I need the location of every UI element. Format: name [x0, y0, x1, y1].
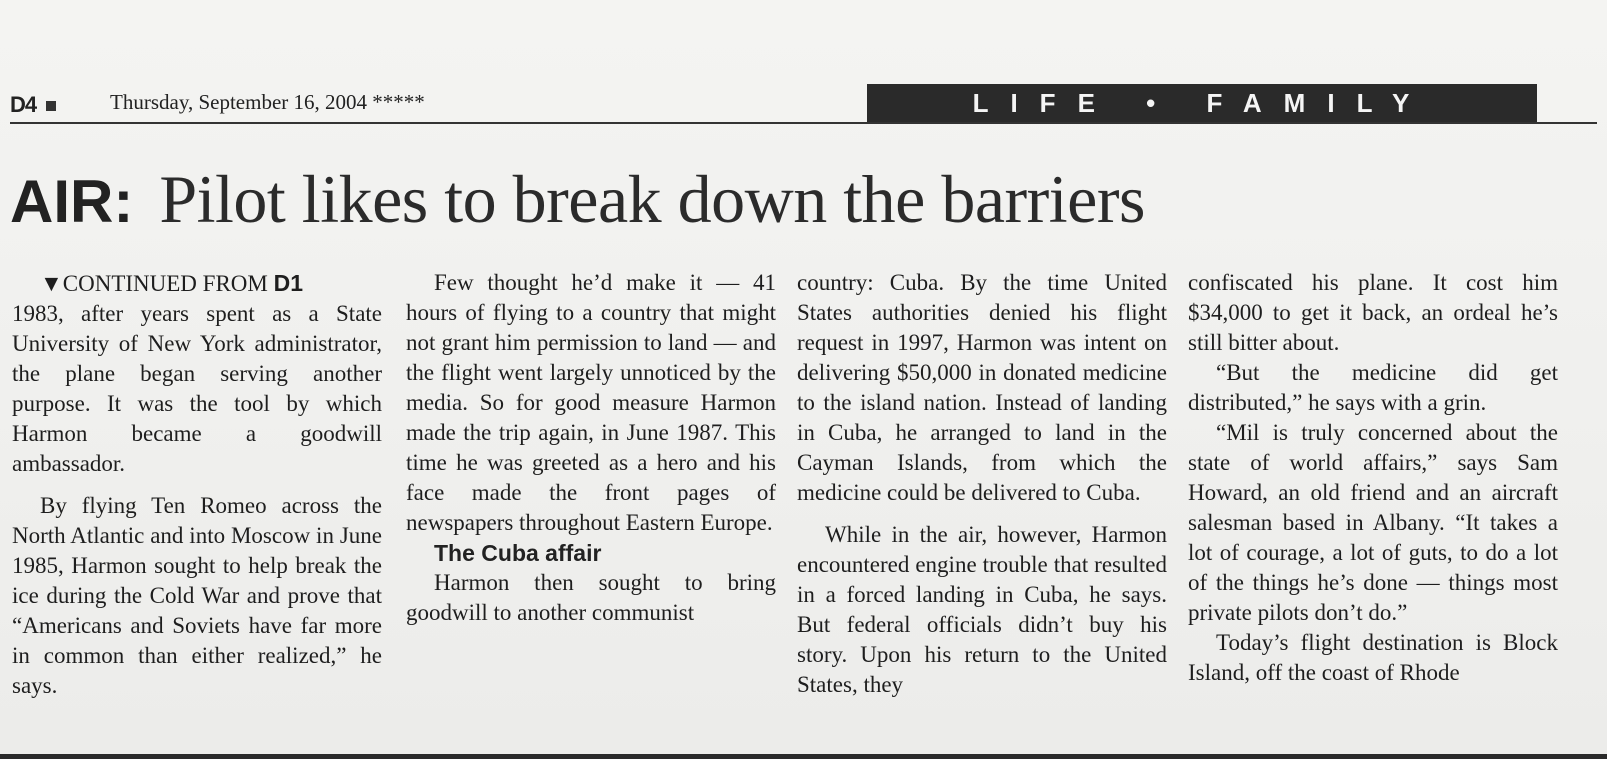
page-number-text: D4	[10, 92, 37, 117]
article-column-4	[1188, 268, 1558, 748]
paragraph: country: Cuba. By the time United States authorities denied his flight request in 1997, Harmon was intent on delivering $50,000 in donated medicine to the island nation. Instead of landing in Cuba, he arranged to land in the Cayman Islands, from which the medicine could be delivered to Cuba.	[797, 270, 1167, 505]
article-column-3	[797, 268, 1167, 748]
paragraph: 1983, after years spent as a State University of New York administrator, the plane began serving another purpose. It was the tool by which Harmon became a goodwill ambassador.	[12, 301, 382, 476]
article-column-2	[406, 268, 776, 748]
dateline: Thursday, September 16, 2004 *****	[110, 90, 425, 114]
paragraph: Harmon then sought to bring goodwill to another communist	[406, 570, 776, 625]
masthead	[10, 84, 1597, 124]
paragraph: “Mil is truly concerned about the state of world affairs,” says Sam Howard, an old friend and an aircraft salesman based in Albany. “It takes a lot of courage, a lot of guts, to do a lot of the things he’s done — things most private pilots don’t do.”	[1188, 420, 1558, 625]
headline-title: Pilot likes to break down the barriers	[159, 161, 1145, 237]
paragraph: confiscated his plane. It cost him $34,000 to get it back, an ordeal he’s still bitter about.	[1188, 270, 1558, 355]
headline-kicker: AIR:	[10, 168, 134, 235]
square-bullet-icon	[46, 101, 56, 111]
headline	[10, 160, 1597, 240]
paragraph: Few thought he’d make it — 41 hours of flying to a country that might not grant him permission to land — and the flight went largely unnoticed by the media. So for good measure Harmon made the trip again, in June 1987. This time he was greeted as a hero and his face made the front pages of newspapers throughout Eastern Europe.	[406, 270, 776, 535]
paragraph: “But the medicine did get distributed,” he says with a grin.	[1188, 360, 1558, 415]
section-banner: LIFE • FAMILY	[867, 84, 1537, 122]
paragraph: By flying Ten Romeo across the North Atlantic and into Moscow in June 1985, Harmon sought to help break the ice during the Cold War and prove that “Americans and Soviets have far more in common than either realized,” he says.	[12, 493, 382, 698]
continued-from	[12, 268, 382, 299]
subheading: The Cuba affair	[434, 540, 602, 566]
bottom-rule	[0, 754, 1607, 759]
continued-page: D1	[273, 270, 304, 296]
paragraph: While in the air, however, Harmon encountered engine trouble that resulted in a forced landing in Cuba, he says. But federal officials didn’t buy his story. Upon his return to the United States, they	[797, 522, 1167, 697]
article-column-1	[12, 268, 382, 748]
page-number	[10, 92, 56, 118]
masthead-rule	[10, 122, 1597, 124]
continued-label: ▼CONTINUED FROM	[40, 271, 268, 296]
paragraph: Today’s flight destination is Block Island, off the coast of Rhode	[1188, 630, 1558, 685]
